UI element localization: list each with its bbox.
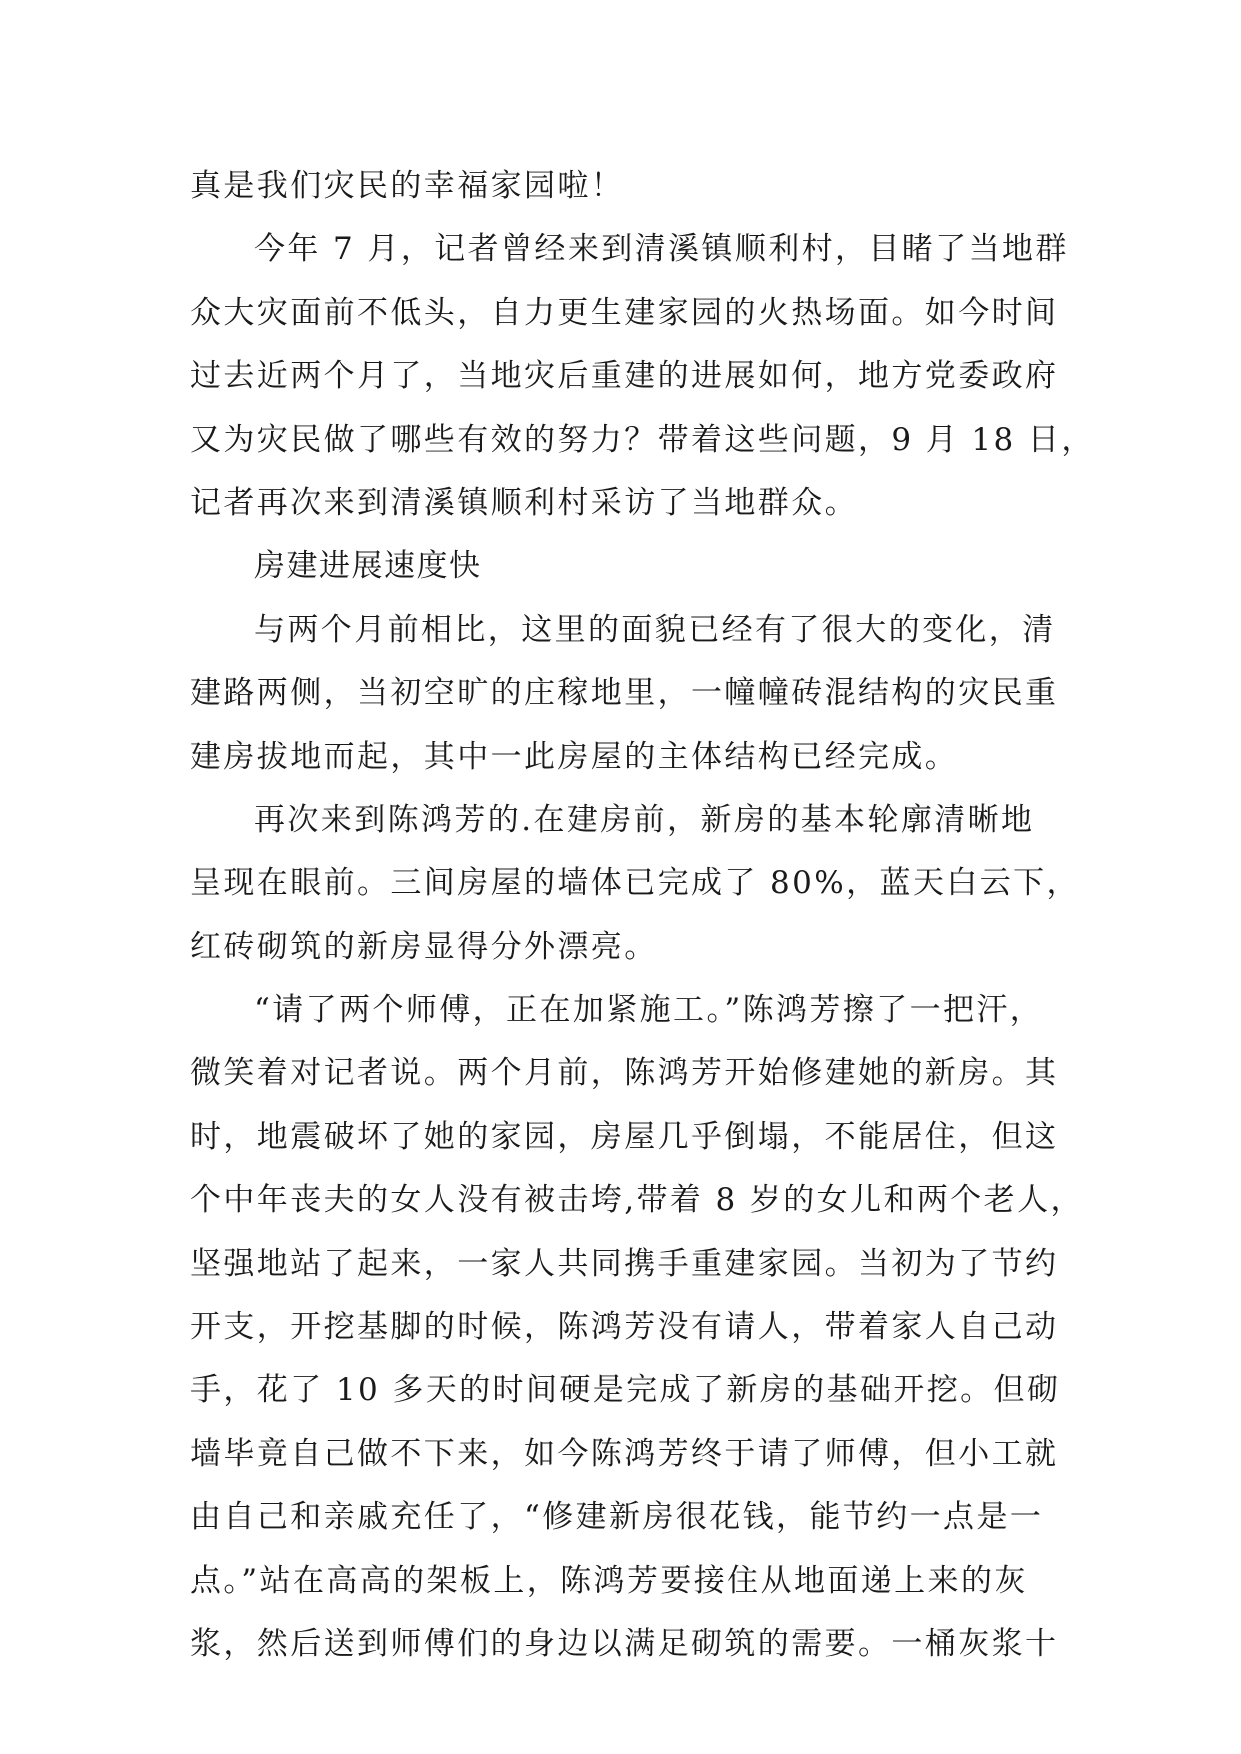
paragraph-line: 众大灾面前不低头，自力更生建家园的火热场面。如今时间	[190, 294, 1059, 331]
paragraph-line: 建路两侧，当初空旷的庄稼地里，一幢幢砖混结构的灾民重	[190, 675, 1059, 712]
paragraph-line: 微笑着对记者说。两个月前，陈鸿芳开始修建她的新房。其	[190, 1055, 1059, 1092]
paragraph-line: 呈现在眼前。三间房屋的墙体已完成了 80%，蓝天白云下，	[190, 865, 1080, 902]
paragraph-line: 手，花了 10 多天的时间硬是完成了新房的基础开挖。但砌	[190, 1372, 1061, 1409]
section-heading: 房建进展速度快	[254, 548, 482, 585]
paragraph-line: 个中年丧夫的女人没有被击垮,带着 8 岁的女儿和两个老人，	[190, 1182, 1084, 1219]
paragraph-line: 记者再次来到清溪镇顺利村采访了当地群众。	[190, 484, 858, 521]
paragraph-line: 红砖砌筑的新房显得分外漂亮。	[190, 928, 658, 965]
paragraph-line: 坚强地站了起来，一家人共同携手重建家园。当初为了节约	[190, 1245, 1059, 1282]
paragraph-line: 开支，开挖基脚的时候，陈鸿芳没有请人，带着家人自己动	[190, 1309, 1059, 1346]
paragraph-line: 墙毕竟自己做不下来，如今陈鸿芳终于请了师傅，但小工就	[190, 1435, 1059, 1472]
paragraph-line: 建房拔地而起，其中一此房屋的主体结构已经完成。	[190, 738, 959, 775]
paragraph-line: 浆，然后送到师傅们的身边以满足砌筑的需要。一桶灰浆十	[190, 1625, 1059, 1662]
paragraph-line: 点。”站在高高的架板上，陈鸿芳要接住从地面递上来的灰	[190, 1562, 1028, 1599]
paragraph-line: 又为灾民做了哪些有效的努力？带着这些问题，9 月 18 日，	[190, 421, 1095, 458]
paragraph-line: 时，地震破坏了她的家园，房屋几乎倒塌，不能居住，但这	[190, 1118, 1059, 1155]
paragraph-line: 与两个月前相比，这里的面貌已经有了很大的变化，清	[254, 611, 1056, 648]
paragraph-line: “请了两个师傅，正在加紧施工。”陈鸿芳擦了一把汗，	[254, 992, 1044, 1029]
paragraph-line: 真是我们灾民的幸福家园啦！	[190, 168, 625, 204]
paragraph-line: 由自己和亲戚充任了，“修建新房很花钱，能节约一点是一	[190, 1499, 1044, 1536]
paragraph-line: 再次来到陈鸿芳的.在建房前，新房的基本轮廓清晰地	[254, 801, 1035, 838]
paragraph-line: 今年 7 月，记者曾经来到清溪镇顺利村，目睹了当地群	[254, 231, 1069, 268]
article-body	[190, 155, 1095, 1676]
paragraph-line: 过去近两个月了，当地灾后重建的进展如何，地方党委政府	[190, 358, 1059, 395]
